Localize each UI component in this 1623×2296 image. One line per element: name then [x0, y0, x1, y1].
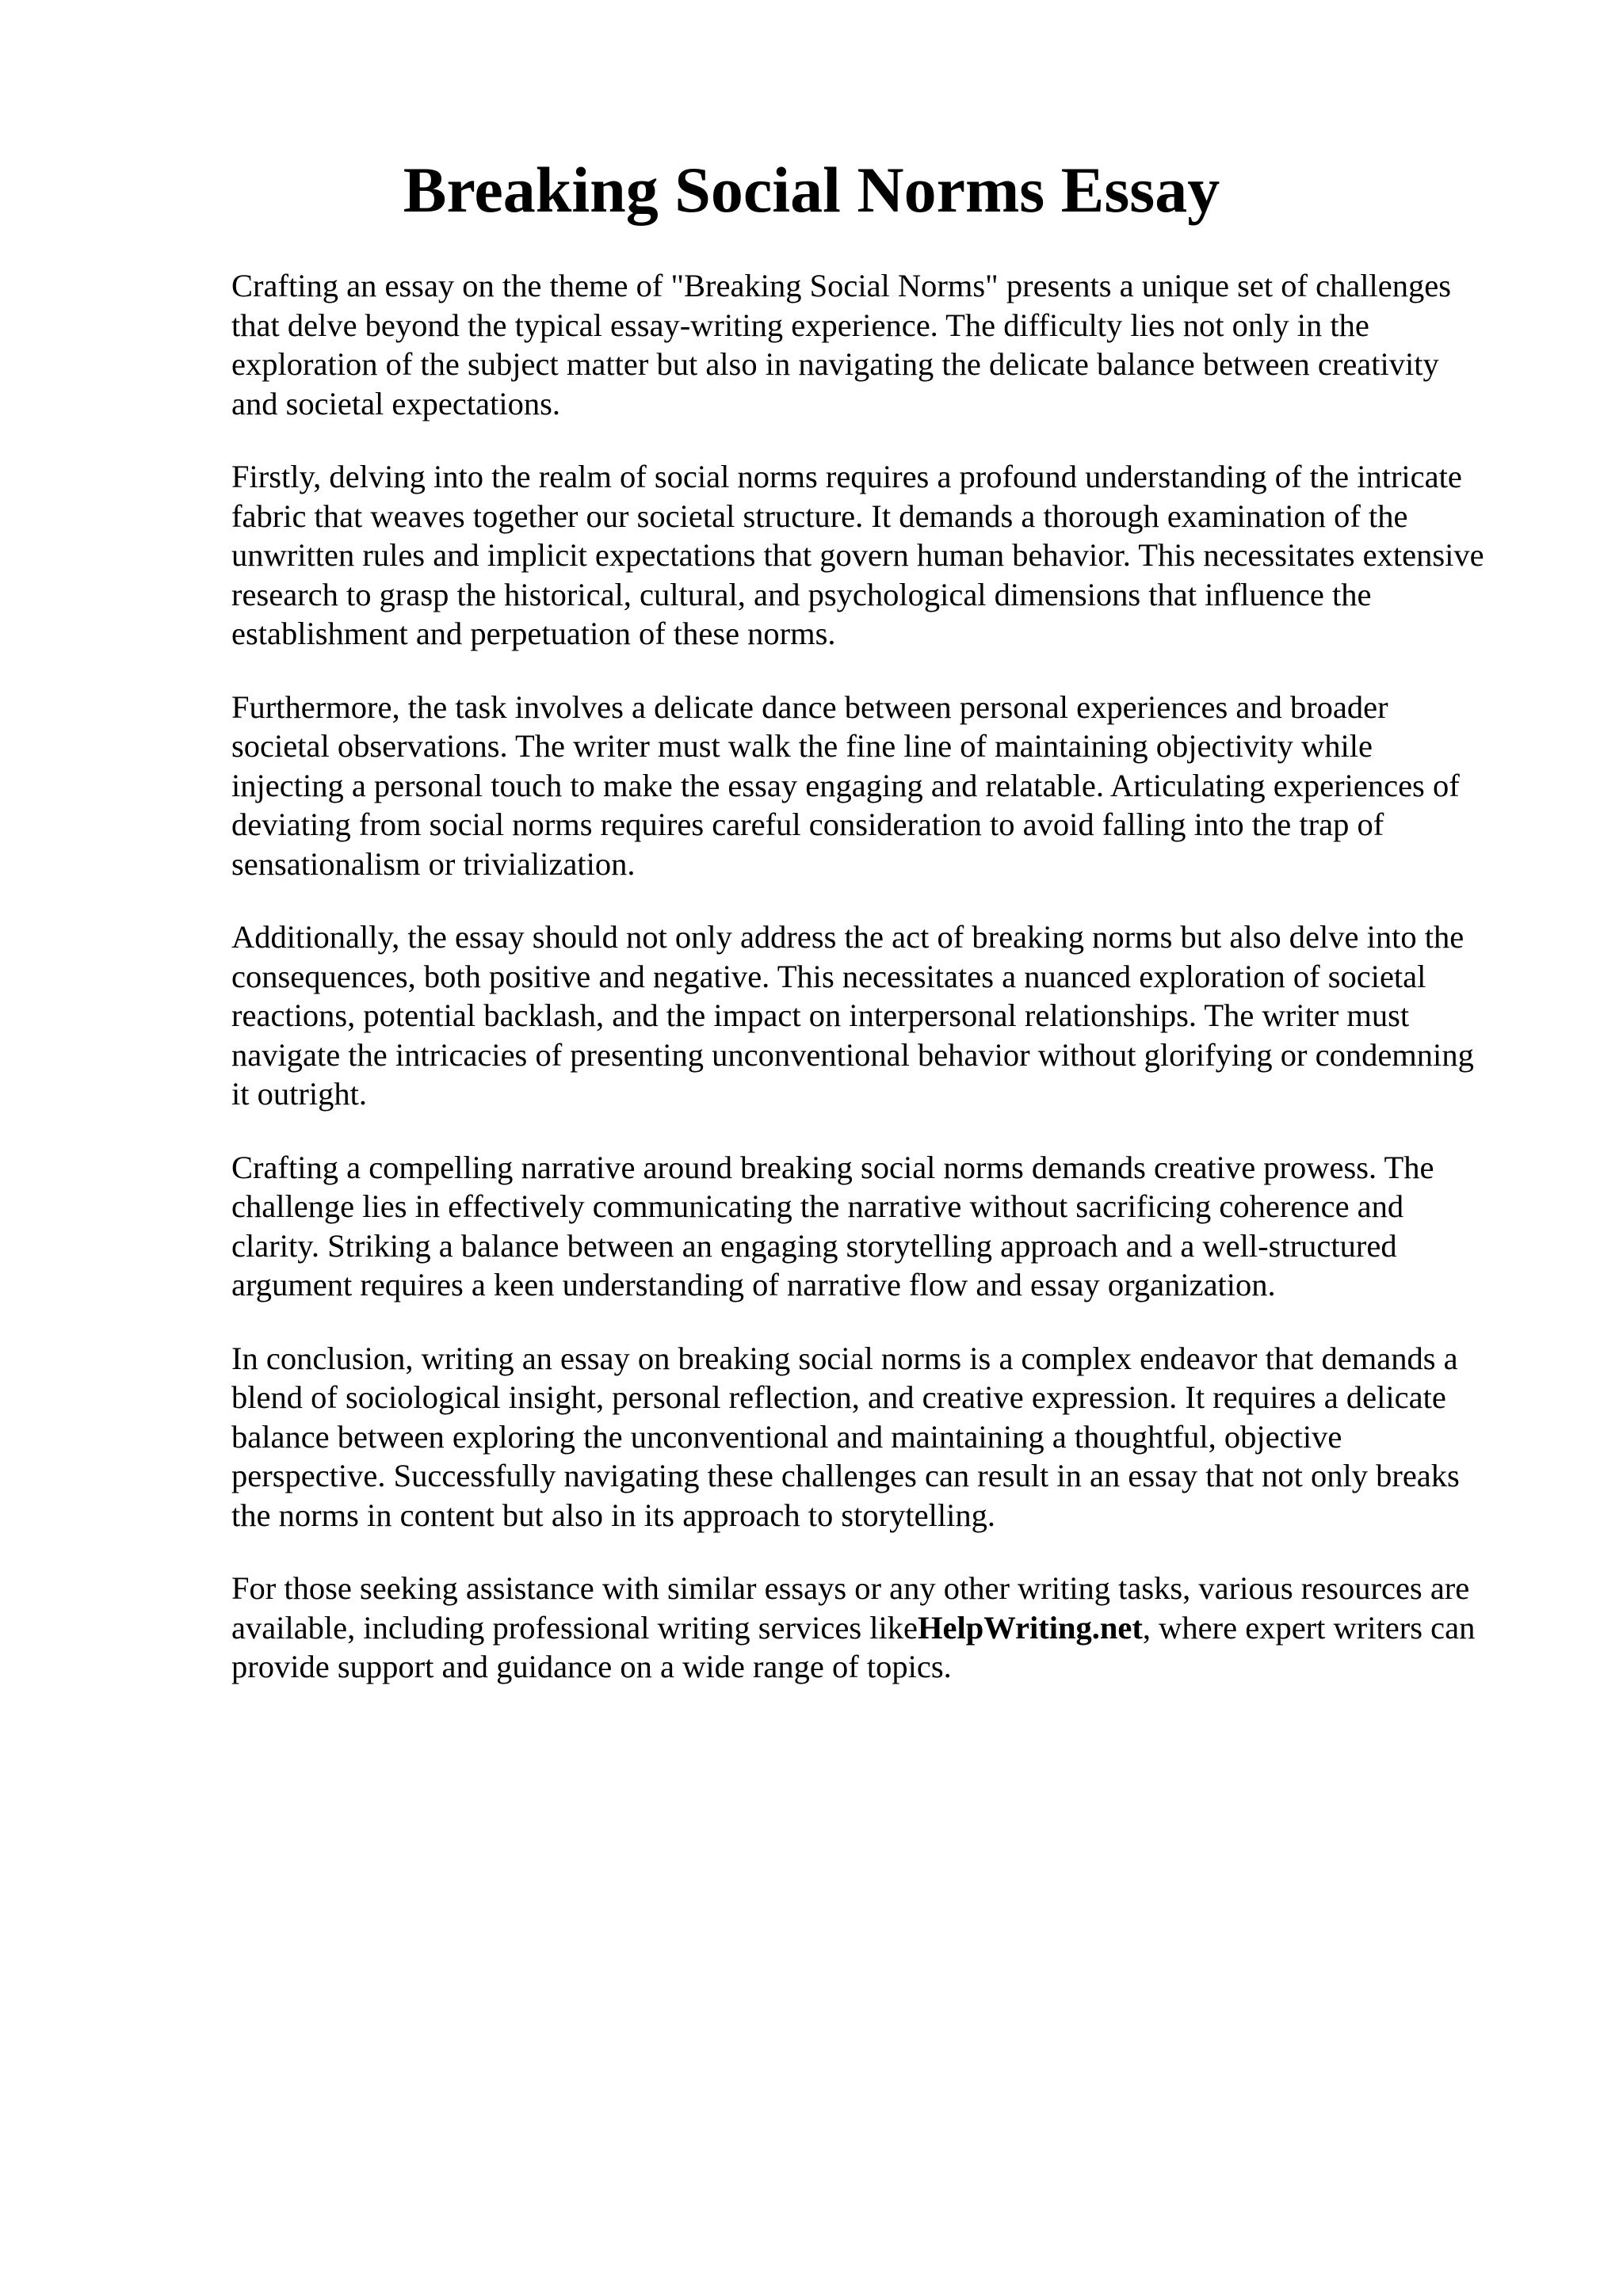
paragraph-6 — [231, 1339, 1531, 1535]
text-line: sensationalism or trivialization. — [231, 845, 636, 882]
text-segment: available, including professional writing services like — [231, 1609, 918, 1646]
text-line: perspective. Successfully navigating these challenges can result in an essay that not only breaks — [231, 1458, 1460, 1493]
text-segment: , where expert writers can — [1142, 1609, 1476, 1646]
paragraph-4 — [231, 917, 1531, 1114]
text-line: navigate the intricacies of presenting unconventional behavior without glorifying or condemning — [231, 1036, 1474, 1073]
text-line: consequences, both positive and negative. This necessitates a nuanced exploration of societal — [231, 958, 1426, 994]
text-line: In conclusion, writing an essay on breaking social norms is a complex endeavor that demands a — [231, 1340, 1458, 1376]
helpwriting-brand-text: HelpWriting.net — [918, 1609, 1143, 1646]
text-line: unwritten rules and implicit expectations that govern human behavior. This necessitates extensive — [231, 537, 1484, 573]
text-line: reactions, potential backlash, and the impact on interpersonal relationships. The writer must — [231, 997, 1410, 1033]
text-line-with-link — [231, 1608, 1531, 1648]
text-line: provide support and guidance on a wide range of topics. — [231, 1649, 952, 1684]
text-line: blend of sociological insight, personal reflection, and creative expression. It requires a delicate — [231, 1379, 1446, 1415]
text-line: For those seeking assistance with similar essays or any other writing tasks, various resources are — [231, 1570, 1470, 1606]
paragraph-1 — [231, 266, 1531, 423]
text-line: deviating from social norms requires careful consideration to avoid falling into the trap of — [231, 807, 1384, 842]
text-line: challenge lies in effectively communicating the narrative without sacrificing coherence and — [231, 1188, 1404, 1224]
text-line: the norms in content but also in its approach to storytelling. — [231, 1497, 995, 1533]
text-line: Additionally, the essay should not only address the act of breaking norms but also delve into the — [231, 919, 1465, 955]
text-line: fabric that weaves together our societal structure. It demands a thorough examination of the — [231, 498, 1408, 534]
text-line: clarity. Striking a balance between an engaging storytelling approach and a well-structured — [231, 1227, 1397, 1264]
text-line: injecting a personal touch to make the essay engaging and relatable. Articulating experiences of — [231, 767, 1460, 803]
paragraph-closing — [231, 1569, 1531, 1687]
text-line: balance between exploring the unconventional and maintaining a thoughtful, objective — [231, 1418, 1342, 1455]
text-line: that delve beyond the typical essay-writing experience. The difficulty lies not only in the — [231, 307, 1369, 343]
paragraph-5 — [231, 1148, 1531, 1305]
paragraph-2 — [231, 457, 1531, 654]
text-line: exploration of the subject matter but also in navigating the delicate balance between creativity — [231, 346, 1439, 382]
paragraph-3 — [231, 688, 1531, 884]
text-line: Crafting a compelling narrative around breaking social norms demands creative prowess. The — [231, 1149, 1434, 1185]
text-line: societal observations. The writer must walk the fine line of maintaining objectivity while — [231, 728, 1373, 764]
text-line: establishment and perpetuation of these norms. — [231, 616, 836, 651]
text-line: Furthermore, the task involves a delicate dance between personal experiences and broader — [231, 688, 1388, 725]
page-title: Breaking Social Norms Essay — [403, 154, 1220, 226]
text-line: Crafting an essay on the theme of "Breaking Social Norms" presents a unique set of challenges — [231, 268, 1452, 303]
essay-body — [231, 266, 1531, 1721]
text-line: and societal expectations. — [231, 385, 560, 421]
text-line: research to grasp the historical, cultural, and psychological dimensions that influence the — [231, 576, 1372, 612]
text-line: Firstly, delving into the realm of social norms requires a profound understanding of the intricate — [231, 459, 1462, 494]
text-line: argument requires a keen understanding of narrative flow and essay organization. — [231, 1267, 1276, 1302]
text-line: it outright. — [231, 1076, 367, 1112]
